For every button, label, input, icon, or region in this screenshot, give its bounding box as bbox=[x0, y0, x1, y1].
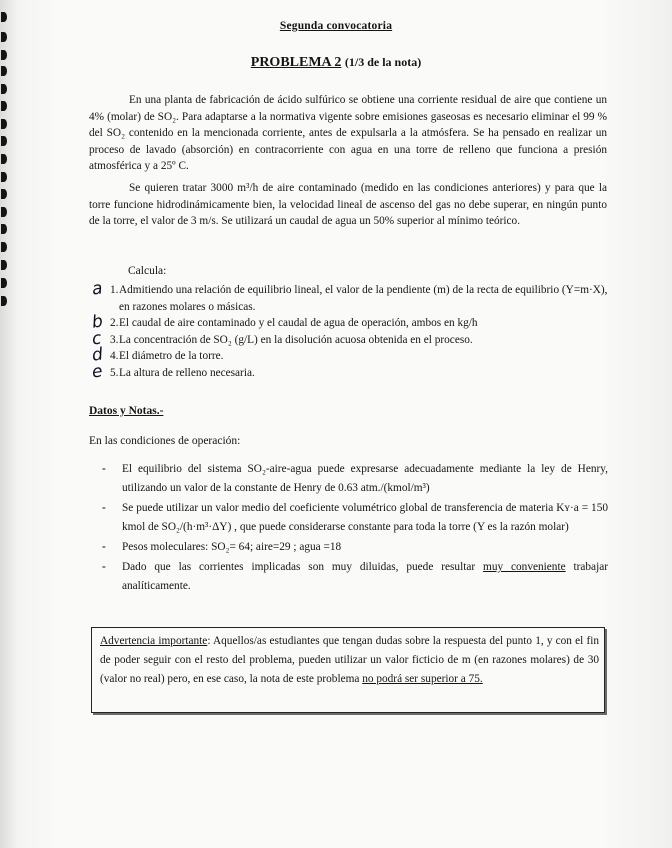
note-dilute-streams bbox=[100, 558, 608, 596]
problem-title-main: PROBLEMA 2 bbox=[250, 55, 342, 70]
specs-paragraph: Se quieren tratar 3000 m³/h de aire contaminado (medido en las condiciones anteriores) y para que la torre funcione hidrodinámicamente bien, la velocidad lineal de ascenso del gas no debe superar, en ningún punto de la torre, el valor de 3 m/s. Se utilizará un caudal de agua un 50% superior al mínimo teórico. bbox=[89, 182, 607, 228]
note-dilute-text-end: trabajar analíticamente. bbox=[122, 561, 608, 592]
handwritten-mark: b bbox=[90, 311, 105, 333]
question-text: El diámetro de la torre. bbox=[119, 350, 224, 362]
problem-title-weight: (1/3 de la nota) bbox=[344, 55, 422, 69]
question-number: 4. bbox=[110, 350, 119, 362]
note-molecular-weights: - Pesos moleculares: SO₂= 64; aire=29 ; agua =18 bbox=[100, 538, 608, 557]
question-text: La altura de relleno necesaria. bbox=[119, 366, 255, 379]
question-item bbox=[90, 327, 610, 350]
warning-text: : Aquellos/as estudiantes que tengan dudas sobre la respuesta del punto 1, y con el fin de poder seguir con el resto del problema, pueden utilizar un valor ficticio de m (en razones molares) de 30 (valor no real) pero, en ese caso, la nota de este problema bbox=[100, 635, 599, 685]
warning-box bbox=[91, 627, 605, 713]
question-item bbox=[90, 311, 610, 333]
question-number: 5. bbox=[110, 366, 119, 379]
problem-title bbox=[0, 55, 672, 71]
notes-list bbox=[100, 460, 608, 597]
warning-label: Advertencia importante bbox=[100, 635, 208, 647]
question-text: El caudal de aire contaminado y el caudal de agua de operación, ambos en kg/h bbox=[119, 317, 478, 329]
binder-holes bbox=[0, 0, 10, 330]
question-list bbox=[90, 278, 610, 383]
question-number: 3. bbox=[110, 333, 119, 346]
note-dilute-text: Dado que las corrientes implicadas son muy diluidas, puede resultar bbox=[122, 561, 484, 573]
handwritten-mark: a bbox=[90, 278, 104, 300]
warning-emphasis: no podrá ser superior a 75. bbox=[362, 673, 483, 685]
question-item bbox=[90, 278, 610, 315]
question-number: 1. bbox=[110, 284, 119, 296]
question-item bbox=[90, 360, 610, 383]
operating-conditions-label: En las condiciones de operación: bbox=[89, 435, 241, 447]
handwritten-mark: d bbox=[90, 344, 105, 366]
question-text: Admitiendo una relación de equilibrio lineal, el valor de la pendiente (m) de la recta de equilibrio (Y=m·X), en razones molares o másicas. bbox=[119, 284, 608, 313]
note-dilute-emphasis: muy conveniente bbox=[483, 561, 566, 573]
handwritten-mark: c bbox=[90, 327, 103, 350]
exam-session-header: Segunda convocatoria bbox=[279, 20, 393, 32]
data-notes-heading: Datos y Notas.- bbox=[89, 405, 164, 417]
intro-paragraph: En una planta de fabricación de ácido sulfúrico se obtiene una corriente residual de aire que contiene un 4% (molar) de SO₂. Para adaptarse a la normativa vigente sobre emisiones gaseosas es necesario eliminar el 99 % del SO₂ contenido en la mencionada corriente, antes de expulsarla a la atmósfera. Se ha pensado en realizar un proceso de lavado (absorción) en contracorriente con agua en una torre de relleno que funciona a presión atmosférica y a 25º C. bbox=[89, 94, 607, 173]
note-henry: - El equilibrio del sistema SO₂-aire-agua puede expresarse adecuadamente mediante la ley de Henry, utilizando un valor de la constante de Henry de 0.63 atm./(kmol/m³) bbox=[100, 460, 608, 498]
question-number: 2. bbox=[110, 317, 119, 329]
question-text: La concentración de SO₂ (g/L) en la disolución acuosa obtenida en el proceso. bbox=[119, 333, 473, 346]
question-item bbox=[90, 344, 610, 366]
handwritten-mark: e bbox=[90, 360, 104, 383]
note-transfer-coefficient: - Se puede utilizar un valor medio del coeficiente volumétrico global de transferencia de materia Kʏ·a = 150 kmol de SO₂/(h·m³·ΔY) , que puede considerarse constante para toda la torre (Y es la razón molar) bbox=[100, 499, 608, 537]
calcula-label: Calcula: bbox=[128, 265, 167, 277]
